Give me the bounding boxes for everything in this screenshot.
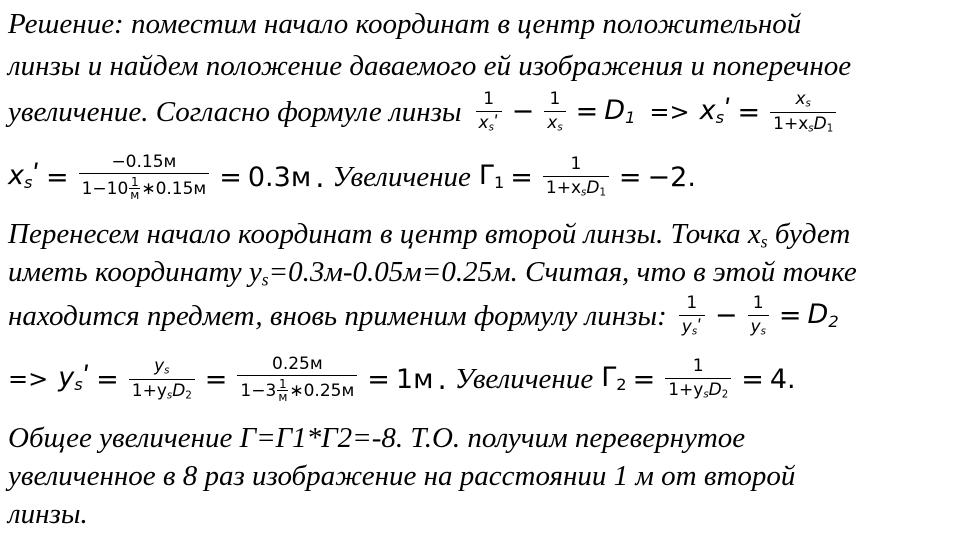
implies-arrow: => [649,98,690,126]
conclusion-line-3: линзы. [8,498,88,530]
fraction-inverse-image-2: $\frac{1}{y_sʹ}$ [679,294,705,337]
fraction-inverse-object-2: $\frac{1}{y_s}$ [748,294,769,337]
g1-fraction: $\frac{1}{1+x_sD_1}$ [543,155,609,198]
xs-prime-fraction: $\frac{x_s}{1+x_sD_1}$ [770,90,836,135]
ys-result: 1м [395,363,434,395]
transfer-line-3: находится предмет, вновь применим формулу линзы: $\frac{1}{y_sʹ}$ − $\frac{1}{y_s}$ = $D_2$ [8,293,839,338]
ys-prime-fraction: $\frac{y_s}{1+y_sD_2}$ [129,357,195,402]
conclusion-line-2: увеличенное в 8 раз изображение на расстоянии 1 м от второй [8,460,796,492]
xs-prime-symbol: $x_sʹ$ [699,95,732,128]
g2-result: 4. [769,363,796,395]
solution-line-2: линзы и найдем положение даваемого ей изображения и поперечное [8,50,852,82]
xs-numeric-fraction: −0.15м 1−10 1 м ∗0.15м [79,153,210,202]
transfer-line-2: иметь координату $y_s=0.3м-0.05м=0.25м$. Считая, что в этой точке [8,256,857,290]
magnification-label-1: Увеличение [332,160,471,193]
lens-formula-2: $\frac{1}{y_sʹ}$ − $\frac{1}{y_s}$ = $D_2$ [675,294,839,337]
xs-result: 0.3м [247,161,312,193]
fraction-inverse-object: $\frac{1}{x_s}$ [544,90,565,133]
lens-formula-intro: увеличение. Согласно формуле линзы [8,95,462,128]
optical-power-d1: $D_1$ [604,95,636,128]
xs-calculation-line: $x_sʹ$ = −0.15м 1−10 1 м ∗0.15м = 0.3м . Увеличение $\Gamma_1$ = $\frac{1}{1+x_sD_1}$ = −2. [8,151,696,203]
g2-fraction: $\frac{1}{1+y_sD_2}$ [665,357,731,400]
magnification-label-2: Увеличение [454,362,594,395]
transfer-line-1: Перенесем начало координат в центр второй линзы. Точка $x_s$ будет [8,218,851,252]
magnification-g1: $\Gamma_1$ [478,160,505,193]
g1-result: −2. [647,161,696,193]
ys-prime-symbol: $y_sʹ$ [58,362,91,395]
inverse-meter-small-fraction: 1 м [130,175,140,203]
conclusion-line-1: Общее увеличение Г=Г1*Г2=-8. Т.О. получим перевернутое [8,422,746,454]
solution-line-1: Решение: поместим начало координат в центр положительной [8,8,802,40]
implies-arrow: => [8,365,49,393]
ys-calculation-line: => $y_sʹ$ = $\frac{y_s}{1+y_sD_2}$ = 0.25м 1−3 1 м ∗0.25м = 1м . Увеличение $\Gamma_2$ = $\frac{1}{1+y_sD_2}$ = 4. [8,353,796,405]
solution-line-3: увеличение. Согласно формуле линзы $\frac{1}{x_sʹ}$ − $\frac{1}{x_s}$ = $D_1$ => $x_sʹ$ = $\frac{x_s}{1+x_sD_1}$ [8,84,840,140]
ys-numeric-fraction: 0.25м 1−3 1 м ∗0.25м [237,355,357,404]
inverse-meter-small-fraction: 1 м [278,377,288,405]
xs-prime-symbol: $x_sʹ$ [8,160,40,193]
optical-power-d2: $D_2$ [807,299,839,332]
magnification-g2: $\Gamma_2$ [601,362,627,395]
fraction-inverse-image: $\frac{1}{x_sʹ}$ [476,90,502,133]
lens-formula-1: $\frac{1}{x_sʹ}$ − $\frac{1}{x_s}$ = $D_1$ [472,90,636,133]
